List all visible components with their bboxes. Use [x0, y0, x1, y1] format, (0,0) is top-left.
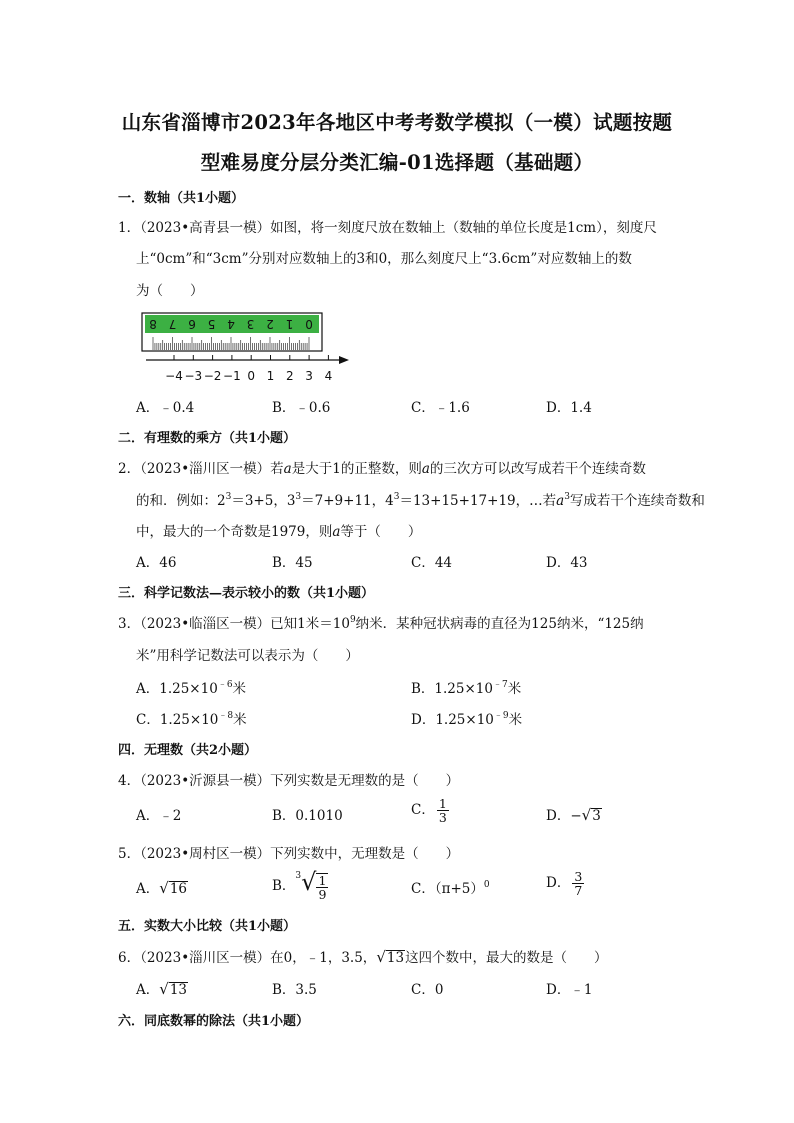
- q3-option-d[interactable]: D．$1.25\times 10^{﹣9}$米: [411, 711, 523, 728]
- q2-option-a[interactable]: A．46: [136, 555, 177, 571]
- section-heading: 三．科学记数法—表示较小的数（共1小题）: [118, 586, 375, 601]
- question-5-line1: 5．（2023•周村区一模）下列实数中，无理数是（ ）: [118, 846, 460, 862]
- q2-option-c[interactable]: C．44: [411, 555, 453, 571]
- q3-option-a[interactable]: A．$1.25\times 10^{﹣6}$米: [136, 680, 247, 697]
- fraction: $\frac{3}{7}$: [574, 869, 583, 898]
- axis-label: −4: [165, 369, 183, 383]
- section-heading: 二．有理数的乘方（共1小题）: [118, 431, 297, 446]
- q2-option-b[interactable]: B．45: [272, 555, 313, 571]
- axis-label: 2: [285, 369, 294, 383]
- ruler-digit: 7: [168, 317, 177, 331]
- number-line-arrow: [339, 356, 349, 364]
- q4-option-b[interactable]: B．0.1010: [272, 808, 343, 824]
- ruler-number-line-figure: [136, 310, 356, 385]
- section-heading: 五．实数大小比较（共1小题）: [118, 919, 297, 934]
- q1-option-c[interactable]: C．﹣1.6: [411, 400, 470, 416]
- radical-sign: √: [159, 879, 169, 897]
- radical-sign: √: [301, 868, 317, 896]
- axis-label: 4: [324, 369, 333, 383]
- axis-label: 1: [266, 369, 275, 383]
- q1-option-b[interactable]: B．﹣0.6: [272, 400, 331, 416]
- q1-option-a[interactable]: A．﹣0.4: [136, 400, 195, 416]
- question-2-line3: 中，最大的一个奇数是1979，则a等于（ ）: [136, 524, 422, 540]
- q2-option-d[interactable]: D．43: [546, 555, 588, 571]
- question-4-line1: 4．（2023•沂源县一模）下列实数是无理数的是（ ）: [118, 773, 460, 789]
- ruler-digit: 6: [188, 317, 196, 331]
- q4-option-c[interactable]: C． $\frac{1}{3}$: [411, 796, 447, 825]
- question-2-line2: 的和．例如：$2^3=3+5$，$3^3=7+9+11$，$4^3=13+15+17+19$，…若$a^3$写成若干个连续奇数和: [136, 492, 705, 509]
- q5-option-d[interactable]: D． $\frac{3}{7}$: [546, 869, 583, 898]
- ruler-digit: 3: [246, 317, 255, 331]
- axis-label: 0: [247, 369, 256, 383]
- radical-sign: √: [581, 806, 592, 824]
- axis-label: 3: [305, 369, 313, 383]
- q6-option-a[interactable]: A．√13: [136, 980, 187, 998]
- q4-option-d[interactable]: D．−√3: [546, 806, 601, 824]
- ruler-digit: 0: [305, 317, 313, 331]
- question-1-line1: 1．（2023•高青县一模）如图，将一刻度尺放在数轴上（数轴的单位长度是1cm），刻度尺: [118, 220, 657, 236]
- question-1-line2: 上“0cm”和“3cm”分别对应数轴上的3和0，那么刻度尺上“3.6cm”对应数轴上的数: [136, 251, 632, 267]
- section-heading: 四．无理数（共2小题）: [118, 743, 258, 758]
- ruler-digit: 5: [207, 317, 216, 331]
- question-3-line2: 米”用科学记数法可以表示为（ ）: [136, 648, 359, 664]
- radical-sign: √: [159, 980, 169, 998]
- q4-option-a[interactable]: A．﹣2: [136, 808, 182, 824]
- section-heading: 一．数轴（共1小题）: [118, 191, 245, 206]
- axis-label: −2: [203, 369, 222, 383]
- ruler-digit: 1: [285, 317, 294, 331]
- axis-label: −1: [223, 369, 241, 383]
- radical-sign: √: [376, 948, 386, 966]
- question-3-line1: 3．（2023•临淄区一模）已知1米$=10^9$纳米．某种冠状病毒的直径为125纳米，“125纳: [118, 615, 644, 632]
- axis-label: −3: [184, 369, 203, 383]
- page-title-line2: 型难易度分层分类汇编-01选择题（基础题）: [200, 151, 594, 174]
- question-2-line1: 2．（2023•淄川区一模）若a是大于1的正整数，则a的三次方可以改写成若干个连续奇数: [118, 461, 646, 477]
- q6-option-d[interactable]: D．﹣1: [546, 982, 593, 998]
- page-title-line1: 山东省淄博市2023年各地区中考考数学模拟（一模）试题按题: [121, 111, 673, 134]
- q6-option-c[interactable]: C．0: [411, 982, 444, 998]
- ruler-digit: 2: [266, 317, 274, 331]
- question-1-line3: 为（ ）: [136, 283, 204, 299]
- section-heading: 六．同底数幂的除法（共1小题）: [118, 1014, 310, 1029]
- ruler-digit: 8: [149, 317, 157, 331]
- axis-labels: [165, 369, 332, 383]
- q3-option-c[interactable]: C．$1.25\times 10^{﹣8}$米: [136, 711, 247, 728]
- q5-option-b[interactable]: B．$^3$√ $\frac{1}{9}$: [272, 868, 327, 902]
- q5-option-c[interactable]: C．$(\pi+5)^0$: [411, 880, 490, 897]
- fraction: $\frac{1}{9}$: [318, 872, 327, 902]
- q6-option-b[interactable]: B．3.5: [272, 982, 317, 998]
- q1-option-d[interactable]: D．1.4: [546, 400, 592, 416]
- q5-option-a[interactable]: A．√16: [136, 879, 187, 897]
- ruler-digit: 4: [227, 317, 235, 331]
- ruler-digits: [149, 317, 313, 331]
- fraction: $\frac{1}{3}$: [438, 796, 447, 825]
- question-6-line1: 6．（2023•淄川区一模）在0，﹣1，3.5，√13这四个数中，最大的数是（ ）: [118, 948, 608, 966]
- q3-option-b[interactable]: B．$1.25\times 10^{﹣7}$米: [411, 680, 522, 697]
- axis-ticks: [174, 355, 328, 360]
